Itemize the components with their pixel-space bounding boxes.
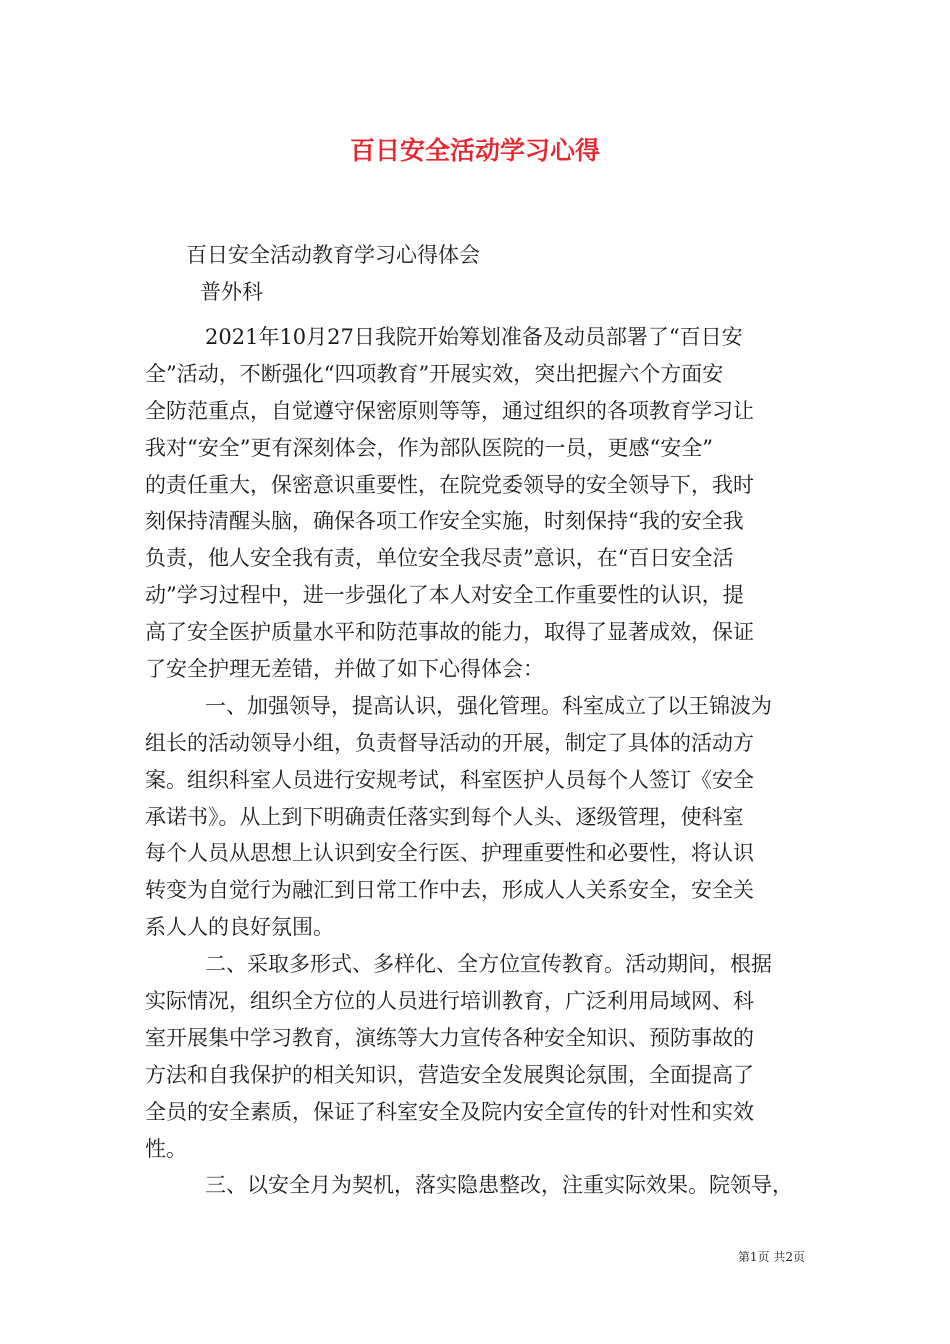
- text-line: 了安全护理无差错，并做了如下心得体会：: [145, 657, 544, 682]
- text-line: 三、以安全月为契机，落实隐患整改，注重实际效果。院领导，: [205, 1173, 793, 1198]
- text-line: 的责任重大，保密意识重要性，在院党委领导的安全领导下，我时: [145, 472, 754, 497]
- text-line: 组长的活动领导小组，负责督导活动的开展，制定了具体的活动方: [145, 730, 754, 755]
- text-line: 全”活动，不断强化“四项教育”开展实效，突出把握六个方面安: [145, 361, 724, 386]
- text-line: 我对“安全”更有深刻体会，作为部队医院的一员，更感“安全”: [145, 435, 713, 460]
- text-line: 刻保持清醒头脑，确保各项工作安全实施，时刻保持“我的安全我: [145, 509, 744, 534]
- paragraph: [145, 946, 815, 1167]
- text-line: 系人人的良好氛围。: [145, 915, 334, 940]
- page-title: 百日安全活动学习心得: [349, 136, 600, 165]
- text-line: 二、采取多形式、多样化、全方位宣传教育。活动期间，根据: [205, 952, 772, 977]
- text-line: 全防范重点，自觉遵守保密原则等等，通过组织的各项教育学习让: [145, 398, 754, 423]
- text-line: 动”学习过程中，进一步强化了本人对安全工作重要性的认识，提: [145, 583, 744, 608]
- text-line: 室开展集中学习教育，演练等大力宣传各种安全知识、预防事故的: [145, 1025, 754, 1050]
- text-line: 全员的安全素质，保证了科室安全及院内安全宣传的针对性和实效: [145, 1099, 754, 1124]
- paragraph: [145, 319, 815, 688]
- page-number: 第1页 共2页: [737, 1250, 805, 1264]
- text-line: 转变为自觉行为融汇到日常工作中去，形成人人关系安全，安全关: [145, 878, 754, 903]
- text-line: 负责，他人安全我有责，单位安全我尽责”意识，在“百日安全活: [145, 546, 734, 571]
- text-line: 2021年10月27日我院开始筹划准备及动员部署了“百日安: [205, 325, 743, 349]
- text-line: 实际情况，组织全方位的人员进行培训教育，广泛利用局域网、科: [145, 989, 754, 1014]
- department-label: 普外科: [200, 280, 263, 304]
- text-line: 性。: [145, 1136, 187, 1161]
- paragraph: [145, 688, 815, 946]
- document-subtitle: 百日安全活动教育学习心得体会: [186, 243, 480, 267]
- paragraph: [145, 1167, 815, 1204]
- text-line: 高了安全医护质量水平和防范事故的能力，取得了显著成效，保证: [145, 620, 754, 645]
- text-line: 每个人员从思想上认识到安全行医、护理重要性和必要性，将认识: [145, 841, 754, 866]
- text-line: 一、加强领导，提高认识，强化管理。科室成立了以王锦波为: [205, 693, 772, 718]
- text-line: 方法和自我保护的相关知识，营造安全发展舆论氛围，全面提高了: [145, 1062, 754, 1087]
- text-line: 案。组织科室人员进行安规考试，科室医护人员每个人签订《安全: [145, 767, 754, 792]
- document-body: [145, 319, 815, 1204]
- text-line: 承诺书》。从上到下明确责任落实到每个人头、逐级管理，使科室: [145, 804, 744, 829]
